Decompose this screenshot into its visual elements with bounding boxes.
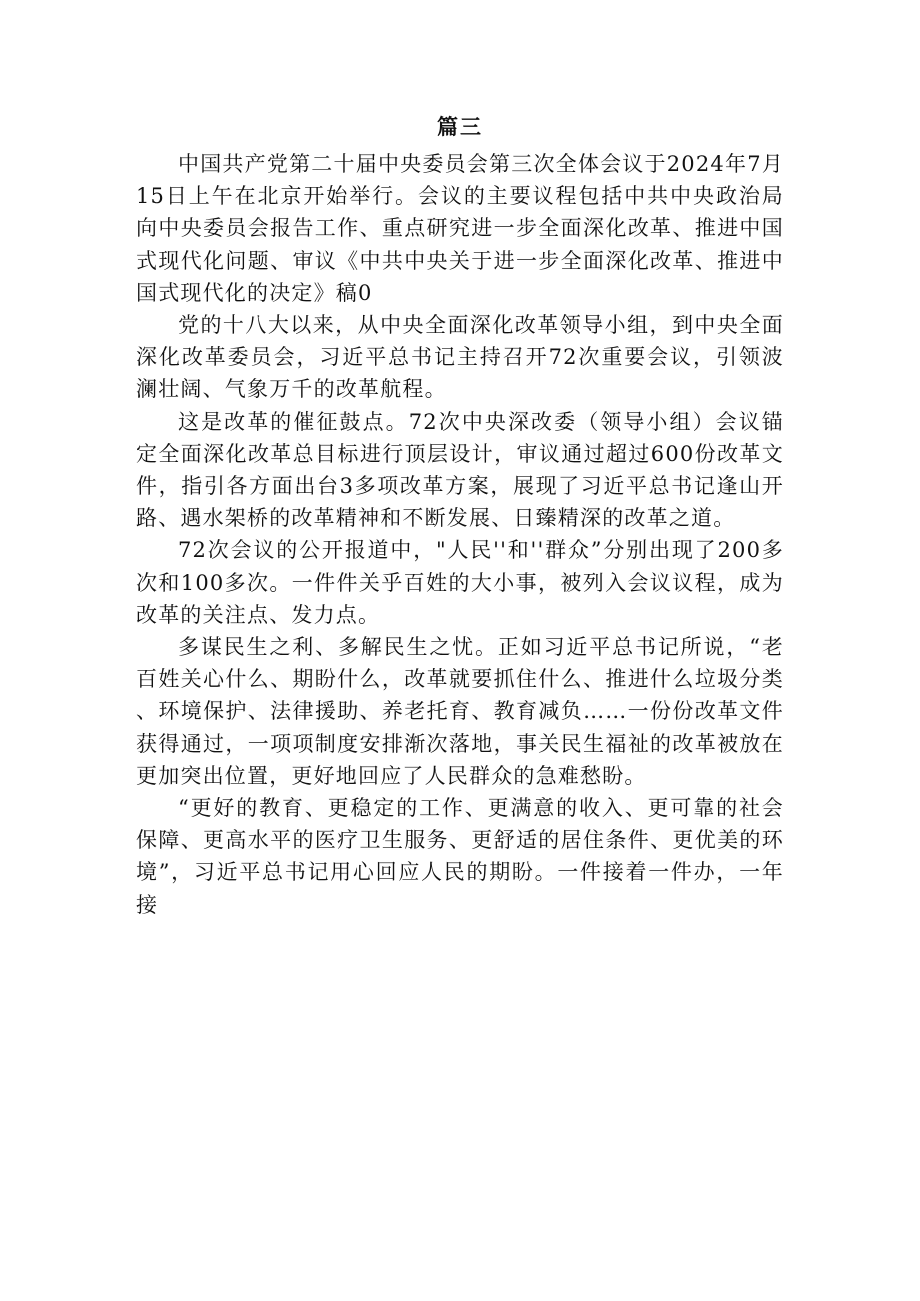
paragraph: “更好的教育、更稳定的工作、更满意的收入、更可靠的社会保障、更高水平的医疗卫生服务、更舒适的居住条件、更优美的环境”，习近平总书记用心回应人民的期盼。一件接着一件办，一年接 [136, 796, 784, 917]
section-title: 篇三 [437, 114, 483, 139]
paragraph: 多谋民生之利、多解民生之忧。正如习近平总书记所说，“老百姓关心什么、期盼什么，改革就要抓住什么、推进什么垃圾分类、环境保护、法律援助、养老托育、教育减负……一份份改革文件获得通过，一项项制度安排渐次落地，事关民生福祉的改革被放在更加突出位置，更好地回应了人民群众的急难愁盼。 [136, 635, 784, 788]
paragraph: 中国共产党第二十届中央委员会第三次全体会议于2024年7月15日上午在北京开始举行。会议的主要议程包括中共中央政治局向中央委员会报告工作、重点研究进一步全面深化改革、推进中国式现代化问题、审议《中共中央关于进一步全面深化改革、推进中国式现代化的决定》稿0 [136, 152, 784, 305]
paragraph: 党的十八大以来，从中央全面深化改革领导小组，到中央全面深化改革委员会，习近平总书记主持召开72次重要会议，引领波澜壮阔、气象万千的改革航程。 [136, 313, 784, 402]
paragraph: 这是改革的催征鼓点。72次中央深改委（领导小组）会议锚定全面深化改革总目标进行顶层设计，审议通过超过600份改革文件，指引各方面出台3多项改革方案，展现了习近平总书记逢山开路、遇水架桥的改革精神和不断发展、日臻精深的改革之道。 [136, 409, 784, 531]
paragraph: 72次会议的公开报道中，"人民''和''群众”分别出现了200多次和100多次。一件件关乎百姓的大小事，被列入会议议程，成为改革的关注点、发力点。 [136, 538, 784, 627]
